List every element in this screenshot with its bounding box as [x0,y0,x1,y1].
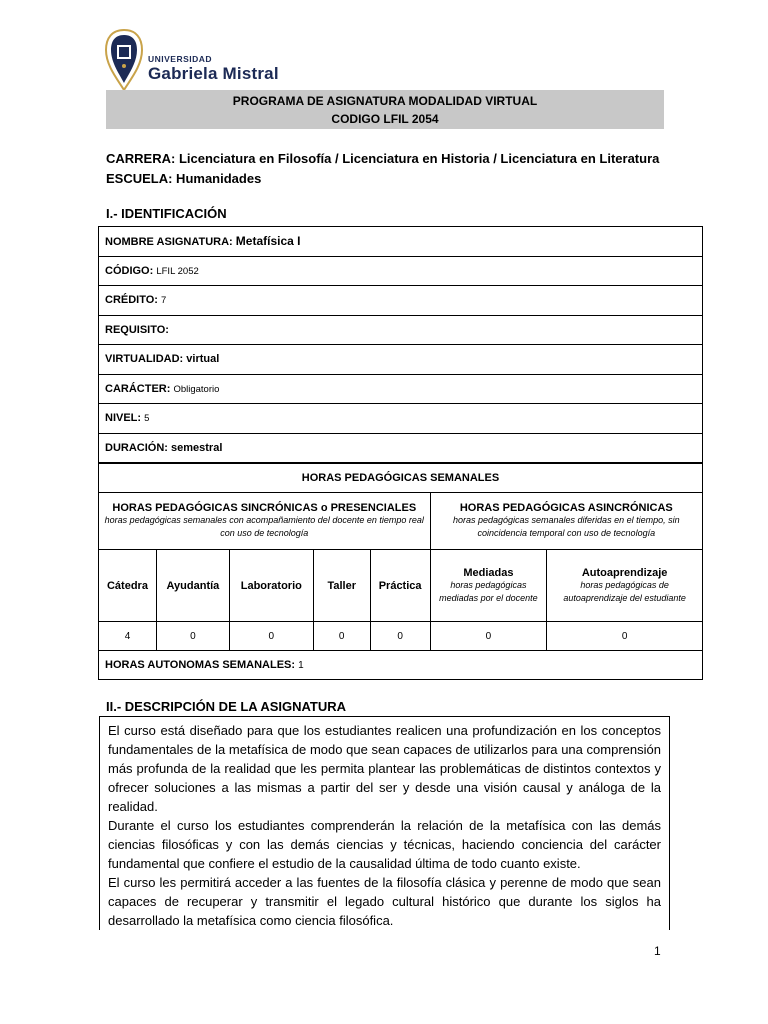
escuela-line: ESCUELA: Humanidades [106,171,262,186]
sync-description: horas pedagógicas semanales con acompañamiento del docente en tiempo real con uso de tecnología [104,515,424,538]
row-value: 5 [144,413,150,425]
section-identificacion-heading: I.- IDENTIFICACIÓN [106,206,227,221]
program-title: PROGRAMA DE ASIGNATURA MODALIDAD VIRTUAL [232,94,538,108]
column-header: Cátedra [99,550,157,622]
hours-value: 0 [370,622,430,651]
hours-value: 0 [229,622,313,651]
university-logo [104,28,304,92]
autoaprendizaje-description: horas pedagógicas de autoaprendizaje del estudiante [563,579,686,603]
section-descripcion-heading: II.- DESCRIPCIÓN DE LA ASIGNATURA [106,699,347,714]
autonomas-label: HORAS AUTONOMAS SEMANALES: [105,659,296,671]
row-value: LFIL 2052 [156,265,199,277]
university-seal-icon [104,28,144,92]
table-row [99,256,703,286]
description-box [99,716,670,930]
row-label: CARÁCTER: [105,382,171,395]
table-row [99,345,703,375]
column-header: Ayudantía [156,550,229,622]
async-title: HORAS PEDAGÓGICAS ASINCRÓNICAS [459,502,673,514]
row-label: VIRTUALIDAD: [105,353,184,366]
row-label: NIVEL: [105,412,142,425]
row-value: Metafísica I [235,234,301,249]
program-title-box [106,90,664,129]
program-meta [106,149,659,189]
table-row [99,464,703,493]
page-number: 1 [654,944,661,958]
autoaprendizaje-header-cell [547,550,703,622]
table-row [99,374,703,404]
mediadas-header-cell [430,550,547,622]
sync-title: HORAS PEDAGÓGICAS SINCRÓNICAS o PRESENCIALES [112,502,417,514]
row-value: semestral [171,441,223,454]
hours-value: 4 [99,622,157,651]
table-row [99,404,703,434]
description-paragraph: El curso está diseñado para que los estudiantes realicen una profundización en los conceptos fundamentales de la metafísica de modo que sean capaces de utilizarlos para una comprensión más profunda de la realidad que les permita plantear las problemáticas de distintos contextos y ofrecer soluciones a las mismas a partir del ser y desde una visión causal y análoga de la realidad. [108,723,661,814]
table-row [99,493,703,550]
table-row [99,651,703,680]
description-paragraph: Durante el curso los estudiantes comprenderán la relación de la metafísica con las demás ciencias filosóficas y con las demás ciencias y técnicas, haciendo conciencia del carácter fundamental que confiere el estudio de la causalidad última de todo cuanto existe. [108,818,661,871]
column-header: Mediadas [463,566,514,579]
table-row [99,550,703,622]
autonomas-cell [99,651,703,680]
row-label: CÓDIGO: [105,264,154,277]
row-value: virtual [186,353,220,366]
row-label: NOMBRE ASIGNATURA: [105,236,233,249]
hours-table [98,463,703,680]
table-row [99,286,703,316]
hours-title: HORAS PEDAGÓGICAS SEMANALES [99,464,703,493]
carrera-line: CARRERA: Licenciatura en Filosofía / Licenciatura en Historia / Licenciatura en Literatura [106,151,660,166]
async-header-cell [430,493,702,550]
column-header: Práctica [370,550,430,622]
program-code: CODIGO LFIL 2054 [331,112,439,126]
hours-value: 0 [430,622,547,651]
table-row [99,433,703,463]
row-label: REQUISITO: [105,323,169,336]
description-paragraph: El curso les permitirá acceder a las fuentes de la filosofía clásica y perenne de modo que sean capaces de recuperar y transmitir el legado cultural histórico que durante los siglos ha desarrollado la metafísica como ciencia filosófica. [108,875,661,928]
logo-text-name: Gabriela Mistral [148,64,279,83]
row-value: Obligatorio [173,383,220,395]
autonomas-value: 1 [298,660,304,671]
table-row [99,227,703,257]
row-label: CRÉDITO: [105,294,158,307]
row-label: DURACIÓN: [105,441,168,454]
mediadas-description: horas pedagógicas mediadas por el docente [439,579,538,603]
table-row [99,622,703,651]
identification-table [98,226,703,463]
async-description: horas pedagógicas semanales diferidas en el tiempo, sin coincidencia temporal con uso de tecnología [452,515,680,538]
hours-value: 0 [313,622,370,651]
sync-header-cell [99,493,431,550]
column-header: Taller [313,550,370,622]
logo-text-universidad: UNIVERSIDAD [148,54,213,64]
column-header: Laboratorio [229,550,313,622]
hours-value: 0 [547,622,703,651]
table-row [99,315,703,345]
row-value: 7 [161,295,167,307]
column-header: Autoaprendizaje [581,566,668,579]
hours-value: 0 [156,622,229,651]
